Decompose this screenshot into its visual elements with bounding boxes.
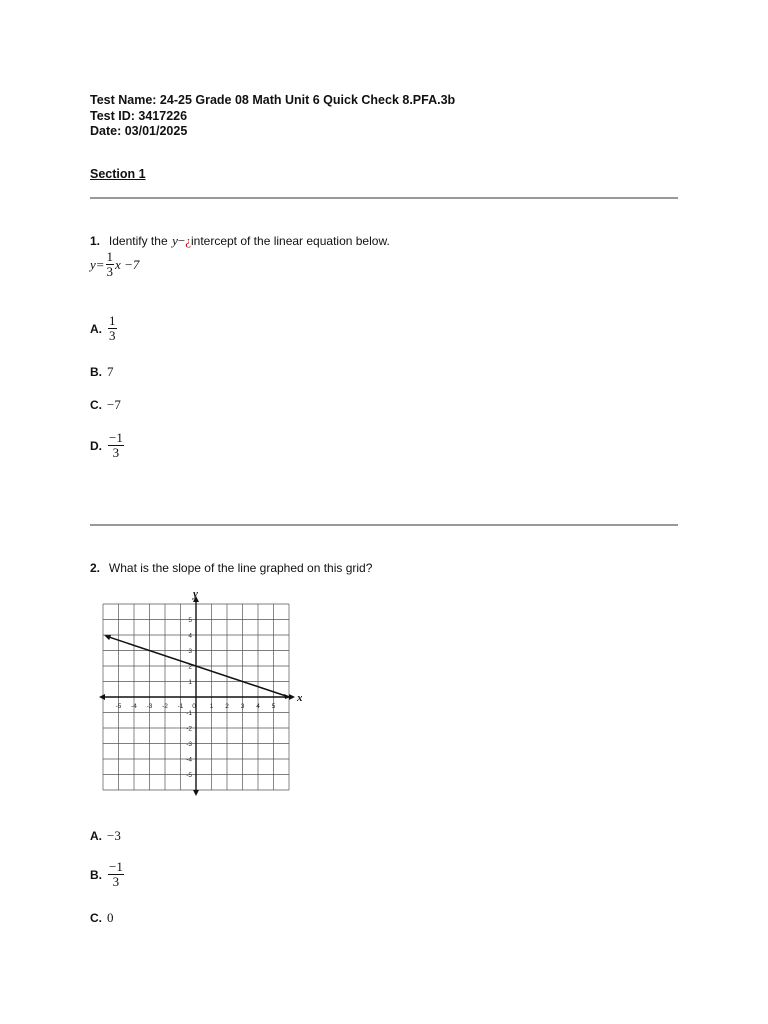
x-tick-label: -5 bbox=[115, 703, 122, 710]
option-value: −7 bbox=[107, 397, 121, 412]
q1-option-b[interactable] bbox=[90, 364, 114, 380]
line-arrow-icon bbox=[104, 635, 111, 640]
coordinate-grid-graph bbox=[98, 591, 302, 801]
y-tick-label: 5 bbox=[188, 617, 192, 624]
option-value: 7 bbox=[107, 364, 114, 379]
prompt-text-after: intercept of the linear equation below. bbox=[190, 234, 390, 248]
y-tick-label: -4 bbox=[186, 756, 192, 764]
test-header bbox=[90, 93, 455, 140]
option-label: C. bbox=[90, 398, 102, 412]
x-tick-label: -1 bbox=[177, 703, 184, 710]
prompt-text-before: Identify the bbox=[108, 234, 168, 248]
y-tick-label: -5 bbox=[186, 772, 192, 779]
equation bbox=[90, 250, 139, 279]
option-label: A. bbox=[90, 829, 102, 843]
q2-option-a[interactable] bbox=[90, 828, 121, 844]
option-label: B. bbox=[90, 867, 102, 882]
prompt-text: What is the slope of the line graphed on this grid? bbox=[108, 561, 373, 575]
fraction-numerator: −1 bbox=[109, 859, 123, 874]
fraction-numerator: −1 bbox=[109, 430, 123, 445]
x-axis-label: x bbox=[297, 692, 302, 704]
fraction-denominator: 3 bbox=[106, 264, 114, 279]
graphed-line bbox=[106, 636, 289, 697]
equation-fraction bbox=[106, 250, 115, 279]
divider bbox=[90, 524, 678, 526]
option-fraction bbox=[108, 860, 124, 889]
section-title: Section 1 bbox=[90, 167, 146, 181]
fraction-denominator: 3 bbox=[109, 328, 116, 343]
x-axis-arrow-icon bbox=[99, 694, 105, 700]
x-tick-label: 3 bbox=[240, 703, 245, 710]
fraction-numerator: 1 bbox=[106, 249, 114, 264]
y-tick-label: 2 bbox=[188, 663, 192, 671]
q1-option-c[interactable] bbox=[90, 397, 121, 413]
x-tick-label: 4 bbox=[256, 703, 260, 710]
y-tick-label: 3 bbox=[188, 648, 192, 655]
y-axis-label: y bbox=[193, 591, 198, 600]
option-label: C. bbox=[90, 911, 102, 925]
y-tick-label: -1 bbox=[186, 710, 192, 717]
test-name: Test Name: 24-25 Grade 08 Math Unit 6 Quick Check 8.PFA.3b bbox=[90, 93, 456, 107]
equation-lhs: y= bbox=[90, 256, 105, 272]
fraction-denominator: 3 bbox=[112, 874, 120, 889]
y-tick-label: -3 bbox=[186, 741, 192, 748]
y-tick-label: 4 bbox=[188, 632, 192, 640]
x-tick-label: 0 bbox=[192, 703, 196, 710]
invalid-character: ¿ bbox=[185, 233, 191, 248]
q2-option-b[interactable] bbox=[90, 860, 125, 889]
x-tick-label: -3 bbox=[146, 703, 153, 710]
y-tick-label: 1 bbox=[188, 679, 192, 686]
option-value: −3 bbox=[107, 828, 121, 843]
q2-option-c[interactable] bbox=[90, 910, 114, 926]
minus-sign: − bbox=[177, 233, 186, 248]
question-1-prompt bbox=[90, 232, 390, 250]
question-2-prompt bbox=[90, 559, 372, 577]
equation-rest: x −7 bbox=[115, 256, 140, 272]
variable-y: y bbox=[172, 233, 178, 248]
y-tick-label: -2 bbox=[186, 725, 192, 733]
x-tick-label: -2 bbox=[162, 703, 168, 710]
option-fraction bbox=[108, 314, 117, 343]
q1-option-d[interactable] bbox=[90, 431, 125, 460]
fraction-denominator: 3 bbox=[112, 445, 120, 460]
x-tick-label: -4 bbox=[131, 703, 137, 710]
y-axis-arrow-icon bbox=[193, 790, 199, 796]
q1-option-a[interactable] bbox=[90, 314, 118, 343]
x-tick-label: 1 bbox=[209, 703, 214, 710]
test-date: Date: 03/01/2025 bbox=[90, 124, 188, 138]
option-label: B. bbox=[90, 365, 102, 379]
option-label: A. bbox=[90, 321, 102, 336]
option-value: 0 bbox=[107, 910, 114, 925]
question-number: 2. bbox=[90, 561, 101, 575]
divider bbox=[90, 197, 678, 199]
x-tick-label: 5 bbox=[271, 703, 276, 710]
fraction-numerator: 1 bbox=[109, 313, 116, 328]
x-tick-label: 2 bbox=[225, 703, 229, 710]
test-id: Test ID: 3417226 bbox=[90, 108, 188, 123]
question-number: 1. bbox=[90, 234, 101, 248]
option-label: D. bbox=[90, 438, 102, 453]
option-fraction bbox=[108, 431, 124, 460]
